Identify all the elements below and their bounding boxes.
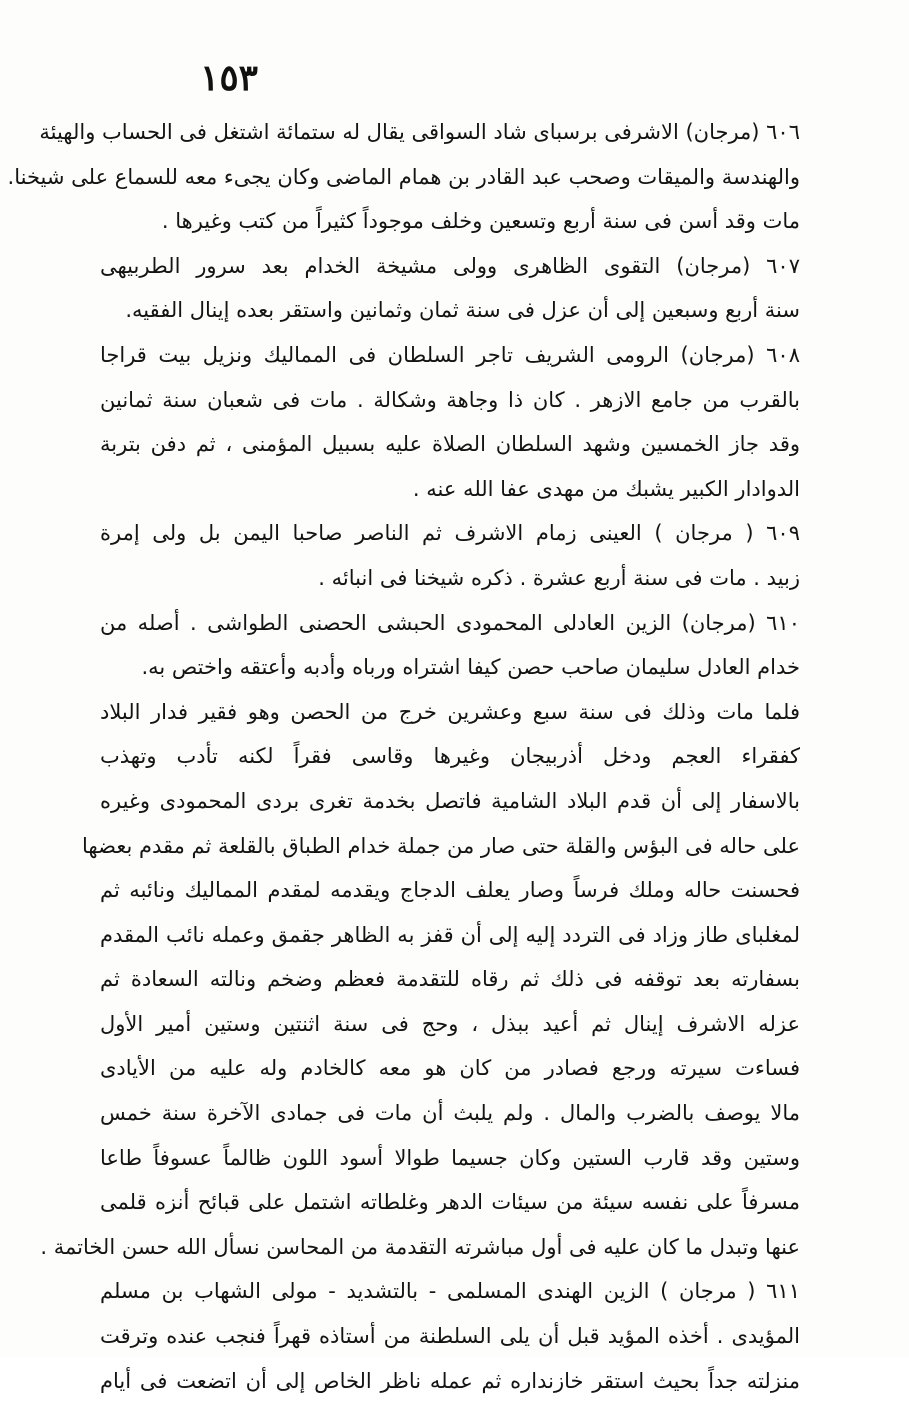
text-line: زبيد . مات فى سنة أربع عشرة . ذكره شيخنا فى انبائه . <box>318 565 800 590</box>
text-line: مالا يوصف بالضرب والمال . ولم يلبث أن مات فى جمادى الآخرة سنة خمس <box>100 1101 800 1126</box>
text-line: ٦٠٩ ( مرجان ) العينى زمام الاشرف ثم الناصر صاحبا اليمن بل ولى إمرة <box>100 521 800 546</box>
text-line: المؤيدى . أخذه المؤيد قبل أن يلى السلطنة من أستاذه قهراً فنجب عنده وترقت <box>100 1324 800 1349</box>
text-line: سنة أربع وسبعين إلى أن عزل فى سنة ثمان وثمانين واستقر بعده إينال الفقيه. <box>125 298 800 323</box>
text-line: ٦٠٦ (مرجان) الاشرفى برسباى شاد السواقى يقال له ستمائة اشتغل فى الحساب والهيئة <box>39 120 800 144</box>
text-line: فلما مات وذلك فى سنة سبع وعشرين خرج من الحصن وهو فقير فدار البلاد <box>100 699 800 724</box>
text-line: عزله الاشرف إينال ثم أعيد ببذل ، وحج فى سنة اثنتين وستين أمير الأول <box>100 1011 800 1036</box>
text-line: فحسنت حاله وملك فرساً وصار يعلف الدجاج ويقدمه لمقدم المماليك ونائبه ثم <box>100 878 800 903</box>
text-line: وستين وقد قارب الستين وكان جسيما طوالا أسود اللون ظالماً عسوفاً طاعا <box>100 1145 800 1170</box>
text-line: ٦١٠ (مرجان) الزين العادلى المحمودى الحبشى الحصنى الطواشى . أصله من <box>100 610 800 635</box>
text-line: على حاله فى البؤس والقلة حتى صار من جملة خدام الطباق بالقلعة ثم مقدم بعضها <box>82 833 800 858</box>
page-text <box>7 110 800 1403</box>
text-line: بسفارته بعد توقفه فى ذلك ثم رقاه للتقدمة فعظم وضخم ونالته السعادة ثم <box>100 967 800 992</box>
text-line: مسرفاً على نفسه سيئة من سيئات الدهر وغلطاته اشتمل على قبائح أنزه قلمى <box>100 1190 800 1215</box>
text-line: مات وقد أسن فى سنة أربع وتسعين وخلف موجوداً كثيراً من كتب وغيرها . <box>161 209 800 234</box>
text-line: كفقراء العجم ودخل أذربيجان وغيرها وقاسى فقراً لكنه تأدب وتهذب <box>100 744 800 769</box>
text-line: منزلته جداً بحيث استقر خازنداره ثم عمله ناظر الخاص إلى أن اتضعت فى أيام <box>100 1368 800 1393</box>
text-line: ٦١١ ( مرجان ) الزين الهندى المسلمى - بالتشديد - مولى الشهاب بن مسلم <box>100 1279 800 1304</box>
text-line: عنها وتبدل ما كان عليه فى أول مباشرته التقدمة من المحاسن نسأل الله حسن الخاتمة . <box>40 1234 800 1259</box>
text-line: لمغلباى طاز وزاد فى التردد إليه إلى أن قفز به الظاهر جقمق وعمله نائب المقدم <box>100 922 800 947</box>
page-number: ١٥٣ <box>200 57 259 99</box>
text-line: ٦٠٧ (مرجان) التقوى الظاهرى وولى مشيخة الخدام بعد سرور الطربيهى <box>100 253 800 278</box>
text-line: خدام العادل سليمان صاحب حصن كيفا اشتراه ورباه وأدبه وأعتقه واختص به. <box>141 655 800 680</box>
text-line: والهندسة والميقات وصحب عبد القادر بن همام الماضى وكان يجىء معه للسماع على شيخنا. <box>7 164 800 189</box>
text-line: بالاسفار إلى أن قدم البلاد الشامية فاتصل بخدمة تغرى بردى المحمودى وغيره <box>100 788 800 813</box>
text-line: ٦٠٨ (مرجان) الرومى الشريف تاجر السلطان فى المماليك ونزيل بيت قراجا <box>100 342 800 367</box>
text-line: بالقرب من جامع الازهر . كان ذا وجاهة وشكالة . مات فى شعبان سنة ثمانين <box>100 387 800 412</box>
text-line: الدوادار الكبير يشبك من مهدى عفا الله عنه . <box>412 476 800 501</box>
text-line: وقد جاز الخمسين وشهد السلطان الصلاة عليه بسبيل المؤمنى ، ثم دفن بتربة <box>100 432 800 457</box>
text-line: فساءت سيرته ورجع فصادر من كان هو معه كالخادم وله عليه من الأيادى <box>100 1056 800 1081</box>
